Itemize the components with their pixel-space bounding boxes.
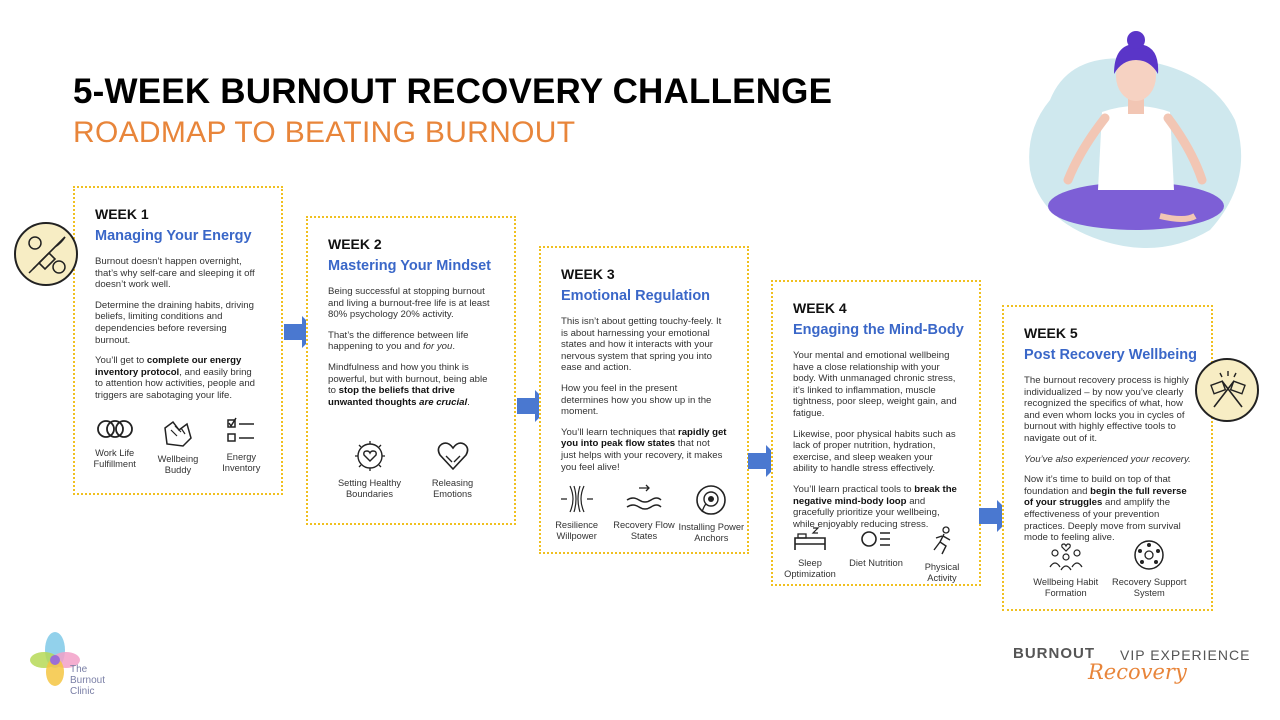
week-title: Engaging the Mind-Body	[793, 322, 964, 338]
week-label: WEEK 3	[561, 266, 615, 282]
compress-icon	[560, 484, 594, 514]
hands-together-icon	[161, 416, 195, 448]
paragraph: You’ll learn practical tools to break the negative mind-body loop and gracefully prioritize your wellbeing, while enjoyably reducing stress.	[793, 483, 957, 530]
infinity-links-icon	[95, 416, 135, 442]
icon-item: Energy Inventory	[210, 416, 273, 476]
meditation-illustration	[1010, 30, 1260, 250]
paragraph: Determine the draining habits, driving beliefs, limiting conditions and dependencies before reversing burnout.	[95, 299, 254, 346]
icon-item: Work Life Fulfillment	[83, 416, 146, 476]
heart-people-icon	[1048, 539, 1084, 571]
icon-item: Installing Power Anchors	[678, 484, 745, 544]
icon-item: Recovery Flow States	[610, 484, 677, 544]
runner-icon	[926, 526, 958, 556]
week-title: Emotional Regulation	[561, 288, 711, 304]
icon-item: Recovery Support System	[1111, 539, 1187, 599]
paragraph: Your mental and emotional wellbeing have a close relationship with your body. With unmanaged chronic stress, it’s linked to inflammation, muscle tightness, poor sleep, weight gain, and fatigue.	[793, 350, 957, 419]
week-label: WEEK 4	[793, 300, 847, 316]
week-title: Mastering Your Mindset	[328, 258, 492, 274]
icon-item: Sleep Optimization	[777, 526, 843, 584]
paragraph: Now it’s time to build on top of that foundation and begin the full reverse of your struggles and amplify the effectiveness of your prevention practices. Deeply move from survival mode to feeling alive.	[1024, 474, 1187, 544]
week-4-card	[771, 280, 981, 586]
week-label: WEEK 1	[95, 206, 149, 222]
week-label: WEEK 2	[328, 236, 382, 252]
clinic-logo-text: The Burnout Clinic	[70, 664, 106, 697]
week-3-card	[539, 246, 749, 554]
icon-item: Wellbeing Buddy	[146, 416, 209, 476]
paragraph: Being successful at stopping burnout and living a burnout-free life is at least 80% psychology 20% activity.	[328, 286, 490, 321]
page-title: 5-WEEK BURNOUT RECOVERY CHALLENGE	[73, 72, 833, 111]
rocket-badge	[14, 222, 78, 286]
week-2-card	[306, 216, 516, 525]
icon-item: Resilience Willpower	[543, 484, 610, 544]
flags-badge	[1195, 358, 1259, 422]
paragraph: You’ll learn techniques that rapidly get you into peak flow states that not just helps with your recovery, it makes you feel alive!	[561, 426, 727, 473]
crossed-flags-icon	[1206, 369, 1250, 413]
paragraph: The burnout recovery process is highly individualized – by now you’ve clearly recognized the specifics of what, how and even whom locks you in cycles of burnout with highly effective tools to navigate out of it.	[1024, 375, 1189, 444]
week-1-card	[73, 186, 283, 495]
brand-tagline: VIP EXPERIENCE	[1120, 647, 1251, 663]
paragraph: Burnout doesn’t happen overnight, that’s why self-care and sleeping it off doesn’t work well.	[95, 256, 255, 291]
waves-icon	[625, 484, 663, 514]
paragraph: You’ve also experienced your recovery.	[1024, 453, 1191, 465]
icon-item: Releasing Emotions	[415, 440, 491, 500]
week-title: Post Recovery Wellbeing	[1024, 347, 1197, 363]
checklist-icon	[225, 416, 257, 446]
heart-frame-icon	[352, 440, 388, 472]
brand-script: Recovery	[1088, 660, 1187, 684]
paragraph: Likewise, poor physical habits such as lack of proper nutrition, hydration, exercise, and sleep weaken your ability to handle stress effectively.	[793, 428, 956, 475]
paragraph: How you feel in the present determines how you show up in the moment.	[561, 382, 712, 418]
nutrition-list-icon	[860, 526, 892, 552]
icon-item: Setting Healthy Boundaries	[332, 440, 408, 500]
paragraph: That’s the difference between life happening to you and for you.	[328, 329, 469, 353]
icon-item: Physical Activity	[909, 526, 975, 584]
icon-item: Wellbeing Habit Formation	[1028, 539, 1104, 599]
paragraph: You’ll get to complete our energy inventory protocol, and easily bring to attention how activities, people and triggers are sabotaging your life.	[95, 355, 256, 401]
week-title: Managing Your Energy	[95, 228, 252, 244]
brand-word: BURNOUT	[1013, 645, 1095, 662]
support-circle-icon	[1131, 539, 1167, 571]
icon-item: Diet Nutrition	[843, 526, 909, 584]
page-subtitle: ROADMAP TO BEATING BURNOUT	[73, 116, 576, 149]
week-label: WEEK 5	[1024, 325, 1078, 341]
bed-icon	[793, 526, 827, 552]
head-gear-icon	[694, 484, 728, 516]
paragraph: This isn’t about getting touchy-feely. It is about harnessing your emotional states and how it interacts with your nervous system that spring you into ease and action.	[561, 316, 722, 374]
paragraph: Mindfulness and how you think is powerful, but with burnout, being able to stop the beliefs that drive unwanted thoughts are crucial.	[328, 361, 488, 408]
rocket-icon	[25, 233, 69, 277]
heart-hands-icon	[436, 440, 470, 472]
week-5-card	[1002, 305, 1213, 611]
